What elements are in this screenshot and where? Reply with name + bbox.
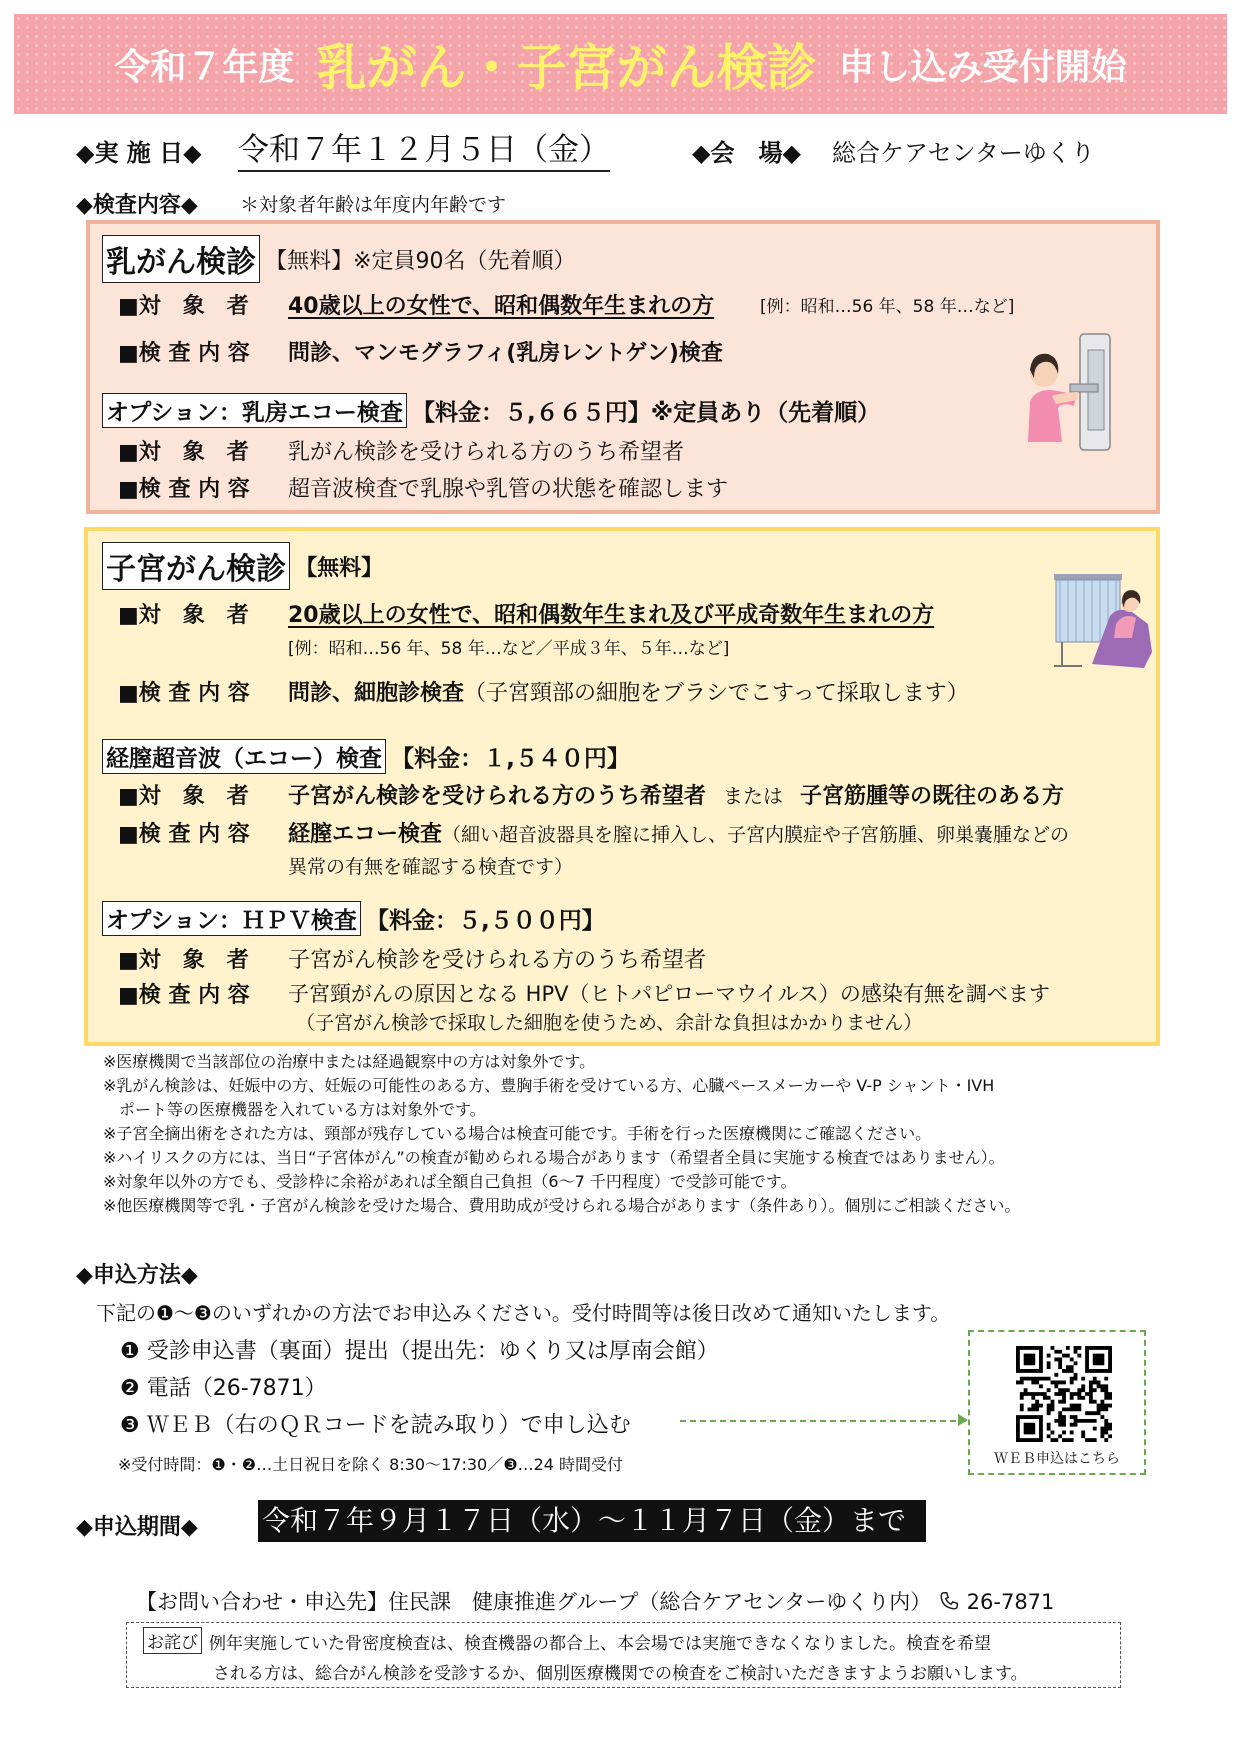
- echo-target-row: [288, 779, 1064, 810]
- uterine-exam-label: ■検 査 内 容: [118, 681, 250, 706]
- apology-line-2: される方は、総合がん検診を受診するか、個別医療機関での検査をご検討いただきますようお願いします。: [213, 1664, 1028, 1684]
- apply-label: ◆申込方法◆: [76, 1263, 198, 1288]
- contact-phone: 26-7871: [966, 1590, 1055, 1614]
- breast-title-row: [102, 235, 576, 283]
- breast-option-target-label: ■対 象 者: [118, 440, 249, 465]
- venue-label: ◆会 場◆: [692, 139, 801, 167]
- mammography-illustration: [1022, 330, 1132, 454]
- phone-icon: [938, 1590, 960, 1612]
- echo-target-or: または: [723, 784, 784, 808]
- breast-target-label: ■対 象 者: [118, 294, 249, 319]
- breast-target-text: 40歳以上の女性で、昭和偶数年生まれの方: [288, 294, 715, 319]
- qr-arrow-line: [680, 1420, 966, 1422]
- uterine-target-label: ■対 象 者: [118, 603, 249, 628]
- uterine-title-note: 【無料】: [295, 556, 384, 581]
- banner-title: 乳がん・子宮がん検診: [316, 39, 817, 97]
- breast-title-note: 【無料】※定員90名（先着順）: [265, 249, 576, 274]
- period-value: 令和７年９月１７日（水）～１１月７日（金）まで: [258, 1500, 926, 1542]
- echo-title: 経膣超音波（エコー）検査: [102, 739, 386, 774]
- hpv-target-text: 子宮がん検診を受けられる方のうち希望者: [288, 948, 707, 973]
- breast-option-exam-label: ■検 査 内 容: [118, 477, 250, 502]
- date-value: 令和７年１２月５日（金）: [238, 124, 610, 172]
- qr-code-icon[interactable]: [1016, 1346, 1112, 1442]
- hpv-row: [102, 901, 605, 936]
- apology-tag: お詫び: [143, 1627, 202, 1654]
- notes-list: [103, 1050, 1020, 1218]
- breast-option-title: オプション：乳房エコー検査: [102, 393, 407, 428]
- contact-text: 【お問い合わせ・申込先】住民課 健康推進グループ（総合ケアセンターゆくり内）: [136, 1590, 932, 1614]
- echo-target-text2: 子宮筋腫等の既往のある方: [800, 784, 1065, 809]
- uterine-exam-detail: （子宮頸部の細胞をブラシでこすって採取します）: [464, 681, 969, 706]
- hpv-exam-text: 子宮頸がんの原因となる HPV（ヒトパピローマウイルス）の感染有無を調べます: [288, 982, 1050, 1006]
- hpv-title: オプション：ＨＰＶ検査: [102, 901, 361, 936]
- breast-option-exam-text: 超音波検査で乳腺や乳管の状態を確認します: [288, 477, 729, 502]
- hpv-target-label: ■対 象 者: [118, 948, 249, 973]
- echo-target-text1: 子宮がん検診を受けられる方のうち希望者: [288, 784, 707, 809]
- note-item: ※子宮全摘出術をされた方は、頸部が残存している場合は検査可能です。手術を行った医療機関にご確認ください。: [103, 1124, 932, 1143]
- uterine-target-text: 20歳以上の女性で、昭和偶数年生まれ及び平成奇数年生まれの方: [288, 603, 935, 628]
- apply-method-3: ❸ ＷＥＢ（右のＱＲコードを読み取り）で申し込む: [120, 1413, 631, 1438]
- note-item: ※ハイリスクの方には、当日“子宮体がん”の検査が勧められる場合があります（希望者全員に実施する検査ではありません）。: [103, 1148, 1005, 1167]
- uterine-target-example: [例：昭和…56 年、58 年…など／平成３年、５年…など]: [288, 639, 730, 659]
- content-label: ◆検査内容◆: [76, 193, 198, 218]
- echo-row: [102, 739, 630, 774]
- apply-intro: 下記の❶～❸のいずれかの方法でお申込みください。受付時間等は後日改めて通知いたします。: [96, 1301, 951, 1325]
- apology-notice: [126, 1622, 1121, 1688]
- breast-exam-label: ■検 査 内 容: [118, 341, 250, 366]
- breast-title: 乳がん検診: [102, 235, 260, 283]
- banner-year: 令和７年度: [114, 46, 295, 88]
- uterine-exam-text: 問診、細胞診検査: [288, 681, 465, 706]
- breast-option-fee: 【料金：５,６６５円】※定員あり（先着順）: [412, 400, 881, 426]
- apply-method-1: ❶ 受診申込書（裏面）提出（提出先：ゆくり又は厚南会館）: [120, 1339, 719, 1364]
- date-label: ◆実 施 日◆: [76, 139, 202, 167]
- apply-hours: ※受付時間：❶・❷…土日祝日を除く 8:30～17:30／❸…24 時間受付: [118, 1455, 624, 1474]
- contact-row: [136, 1586, 1054, 1616]
- note-item: ※他医療機関等で乳・子宮がん検診を受けた場合、費用助成が受けられる場合があります（条件あり）。個別にご相談ください。: [103, 1196, 1021, 1215]
- note-item: ※乳がん検診は、妊娠中の方、妊娠の可能性のある方、豊胸手術を受けている方、心臓ペースメーカーや V-P シャント・IVH: [103, 1076, 995, 1095]
- header-banner: [14, 14, 1227, 114]
- arrow-right-icon: [958, 1414, 968, 1426]
- echo-fee: 【料金：１,５４０円】: [391, 746, 630, 772]
- echo-exam-row: [288, 817, 1069, 848]
- echo-target-label: ■対 象 者: [118, 784, 249, 809]
- echo-exam-text: 経膣エコー検査: [288, 822, 443, 847]
- breast-exam-text: 問診、マンモグラフィ(乳房レントゲン)検査: [288, 341, 723, 366]
- qr-code-box[interactable]: [968, 1330, 1146, 1475]
- hpv-exam-label: ■検 査 内 容: [118, 983, 250, 1008]
- exam-chair-illustration: [1052, 572, 1156, 672]
- uterine-title: 子宮がん検診: [102, 542, 290, 590]
- uterine-exam-row: [288, 676, 969, 707]
- qr-caption: ＷＥＢ申込はこちら: [994, 1451, 1120, 1467]
- breast-target-example: [例：昭和…56 年、58 年…など]: [760, 297, 1015, 317]
- breast-option-row: [102, 393, 880, 428]
- breast-option-target-text: 乳がん検診を受けられる方のうち希望者: [288, 440, 685, 465]
- uterine-title-row: [102, 542, 383, 590]
- hpv-exam-text2: （子宮がん検診で採取した細胞を使うため、余計な負担はかかりません）: [296, 1012, 923, 1034]
- venue-value: 総合ケアセンターゆくり: [832, 139, 1095, 167]
- echo-exam-label: ■検 査 内 容: [118, 822, 250, 847]
- period-label: ◆申込期間◆: [76, 1515, 198, 1540]
- banner-subtitle: 申し込み受付開始: [838, 46, 1127, 88]
- content-note: ＊対象者年齢は年度内年齢です: [240, 194, 507, 216]
- note-item: ※医療機関で当該部位の治療中または経過観察中の方は対象外です。: [103, 1052, 596, 1071]
- apply-method-2: ❷ 電話（26-7871）: [120, 1376, 327, 1401]
- apology-line-1: 例年実施していた骨密度検査は、検査機器の都合上、本会場では実施できなくなりました。検査を希望: [209, 1634, 991, 1654]
- hpv-fee: 【料金：５,５００円】: [366, 908, 605, 934]
- note-item: ※対象年以外の方でも、受診枠に余裕があれば全額自己負担（6～7 千円程度）で受診可能です。: [103, 1172, 797, 1191]
- echo-exam-detail: （細い超音波器具を膣に挿入し、子宮内膜症や子宮筋腫、卵巣嚢腫などの: [442, 824, 1070, 846]
- echo-exam-detail2: 異常の有無を確認する検査です）: [288, 856, 574, 878]
- note-item: ポート等の医療機器を入れている方は対象外です。: [103, 1100, 486, 1119]
